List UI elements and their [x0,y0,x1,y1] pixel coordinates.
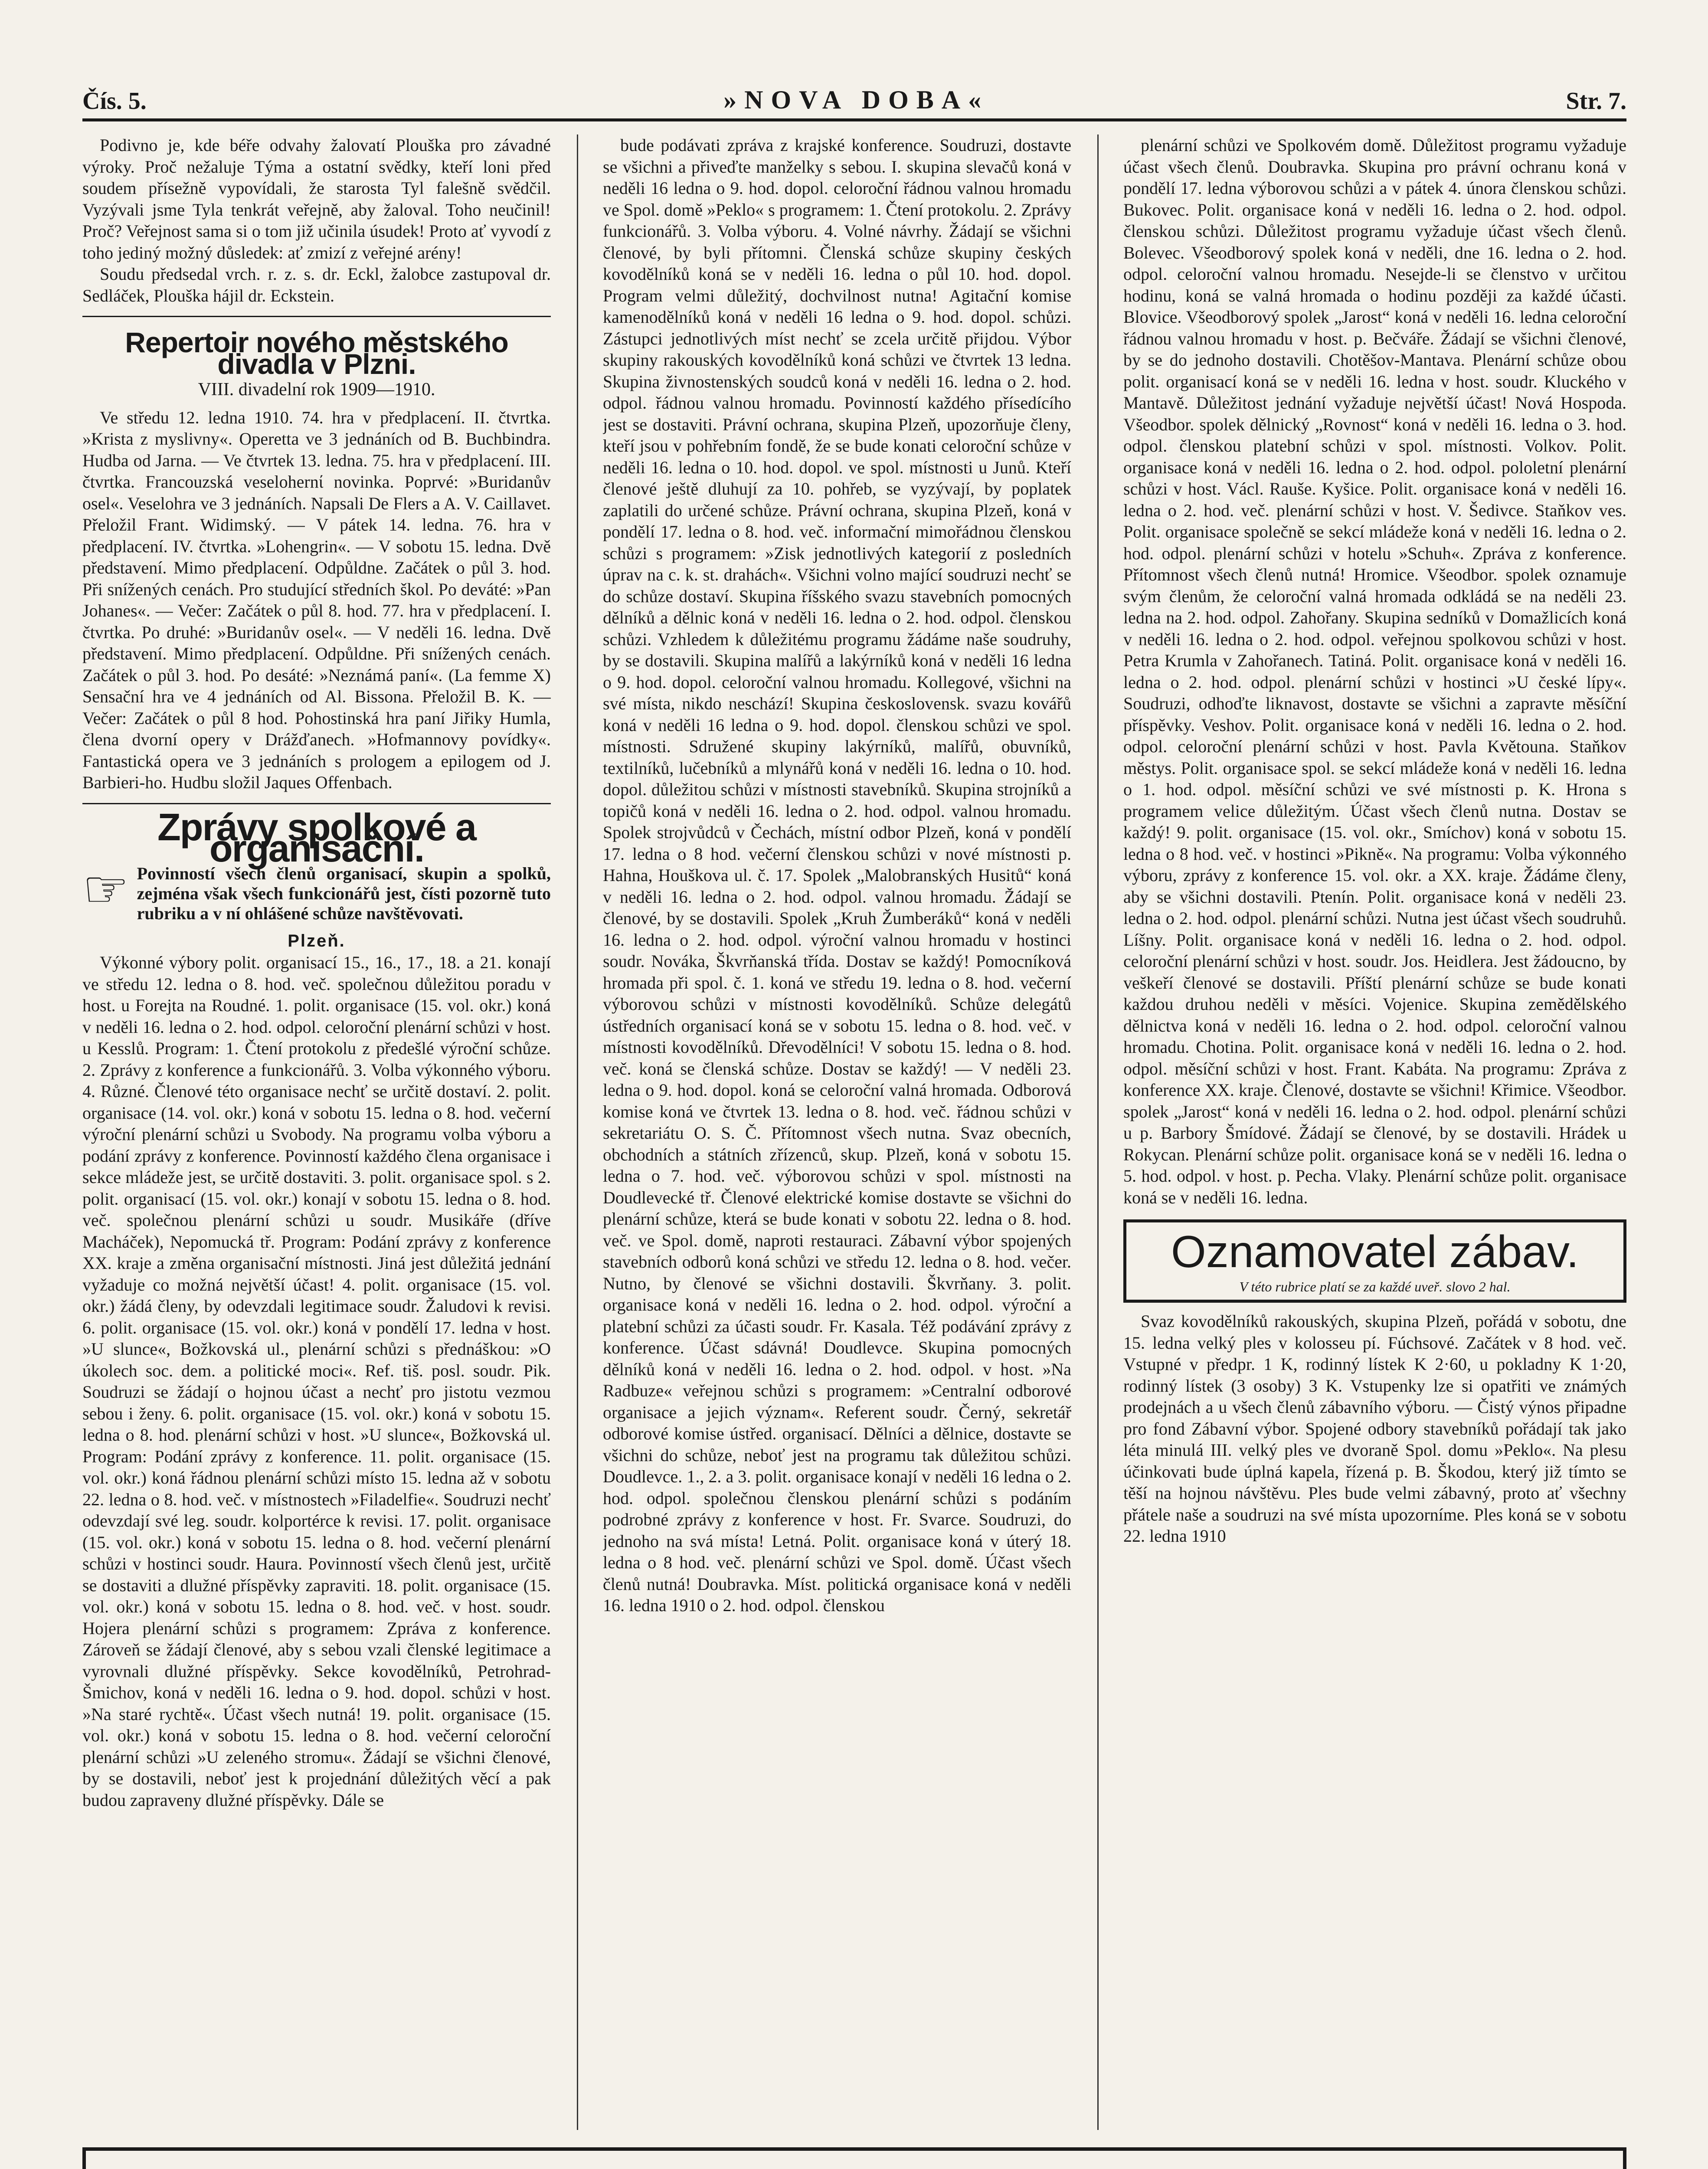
announcements-box [1123,1219,1626,1303]
column-rule [1097,134,1099,2130]
article-paragraph: Soudu předsedal vrch. r. z. s. dr. Eckl, žalobce zastupoval dr. Sedláček, Plouška hájil dr. Eckstein. [82,264,551,305]
divider [82,803,551,804]
article-paragraph: Podivno je, kde béře odvahy žalovatí Plouška pro závadné výroky. Proč nežaluje Týma a ostatní svědky, kteří loni před soudem přísežně vypovídali, že starosta Tyl falešně svědčil. Vyzývali jsme Tyla tenkrát veřejně, aby žaloval. Toho neučinil! Proč? Veřejnost sama si o tom již učinila úsudek! Proto ať vyvodí z toho jediný možný důsledek: ať zmizí z veřejné arény! [82,135,551,262]
news-text: plenární schůzi ve Spolkovém domě. Důležitost programu vyžaduje účast všech členů. Doubravka. Skupina pro právní ochranu koná v pondělí 17. ledna výborovou schůzi a v pátek 4. února členskou schůzi. Bukovec. Polit. organisace koná v neděli 16. ledna o 2. hod. odpol. členskou schůzi. Důležitost programu vyžaduje účast všech členů. Bolevec. Všeodborový spolek koná v neděli, dne 16. ledna o 2. hod. odpol. celoroční valnou hromadu. Nesejde-li se členstvo v určitou hodinu, koná se valná hromada o hodinu později za každé účasti. Blovice. Všeodborový spolek „Jarost“ koná v neděli 16. ledna celoroční řádnou valnou hromadu v host. p. Bečváře. Žádají se všichni členové, by se do jednoho dostavili. Chotěšov-Mantava. Plenární schůze obou polit. organisací koná se v neděli 16. ledna v host. soudr. Kluckého v Mantavě. Důležitost jednání vyžaduje největší účast! Nová Hospoda. Všeodbor. spolek dělnický „Rovnost“ koná v neděli 16. ledna o 3. hod. odpol. členskou platební schůzi v spol. místnosti. Volkov. Polit. organisace koná v neděli 16. ledna o 2. hod. odpol. pololetní plenární schůzi v host. Václ. Rauše. Kyšice. Polit. organisace koná v neděli 16. ledna o 2. hod. več. plenární schůzi v host. V. Šedivce. Staňkov ves. Polit. organisace společně se sekcí mládeže koná v neděli 16. ledna o 2. hod. odpol. plenární schůzi v hotelu »Schuh«. Zpráva z konference. Přítomnost všech členů nutná! Hromice. Všeodbor. spolek oznamuje svým členům, že celoroční valná hromada odkládá se na neděli 23. ledna na 2. hod. odpol. Zahořany. Skupina sedníků v Domažlicích koná v neděli 16. ledna o 2. hod. odpol. veřejnou spolkovou schůzi v host. Petra Krumla v Zahořanech. Tatiná. Polit. organisace koná v neděli 16. ledna o 2. hod. odpol. plenární schůzi v hostinci »U české lípy«. Soudruzi, odhoďte liknavost, dostavte se všichni a zapravte měsíční příspěvky. Veshov. Polit. organisace koná v neděli 16. ledna o 2. hod. odpol. celoroční plenární schůzi v host. Pavla Květouna. Staňkov městys. Polit. organisace spol. se sekcí mládeže koná v neděli 16. ledna o 1. hod. odpol. měsíční schůzi ve své místnosti p. K. Hrona s programem velice důležitým. Účast všech členů nutna. Dostav se každý! 9. polit. organisace (15. vol. okr., Smíchov) koná v sobotu 15. ledna o 8 hod. več. v hostinci »Pikně«. Na programu: Volba výkonného výboru, zprávy z konference 15. vol. okr. a XX. kraje. Žádáme členy, aby se všichni dostavili. Ptenín. Polit. organisace koná v neděli 23. ledna o 2. hod. odpol. plenární schůzi. Nutna jest účast všech soudruhů. Líšny. Polit. organisace koná v neděli 16. ledna o 2. hod. odpol. celoroční plenární schůzi v host. soudr. Jos. Heidlera. Jest žádoucno, by veškeří členové se dostavili. Příští plenární schůze se bude konati každou druhou neděli v měsíci. Vojenice. Skupina zemědělského dělnictva koná v neděli 16. ledna o 2. hod. odpol. celoroční valnou hromadu. Chotina. Polit. organisace koná v neděli 16. ledna o 2. hod. odpol. měsíční schůzi v host. Frant. Kabáta. Na programu: Zpráva z konference XX. kraje. Členové, dostavte se všichni! Křimice. Všeodbor. spolek „Jarost“ koná v neděli 16. ledna o 2. hod. odpol. plenární schůzi u p. Barbory Šmídové. Žádají se členové, by se dostavili. Hrádek u Rokycan. Plenární schůze polit. organisace koná se v neděli 16. ledna o 5. hod. odpol. v host. p. Pecha. Vlaky. Plenární schůze polit. organisace koná se v neděli 16. ledna. [1123,135,1626,1207]
theatre-repertoire: Ve středu 12. ledna 1910. 74. hra v předplacení. II. čtvrtka. »Krista z myslivny«. Operetta ve 3 jednáních od B. Buchbindra. Hudba od Jarna. — Ve čtvrtek 13. ledna. 75. hra v předplacení. III. čtvrtka. Francouzská veselohernί novinka. Poprvé: »Buridanův osel«. Veselohra ve 3 jednáních. Napsali De Flers a A. V. Caillavet. Přeložil Frant. Widimský. — V pátek 14. ledna. 76. hra v předplacení. IV. čtvrtka. »Lohengrin«. — V sobotu 15. ledna. Dvě představení. Mimo předplacení. Odpůldne. Začátek o půl 3. hod. Při snížených cenách. Pro studující středních škol. Po deváté: »Pan Johanes«. — Večer: Začátek o půl 8. hod. 77. hra v předplacení. I. čtvrtka. Po druhé: »Buridanův osel«. — V neděli 16. ledna. Dvě představení. Mimo předplacení. Odpůldne. Při snížených cenách. Začátek o půl 3. hod. Po desáté: »Neznámá paní«. (La femme X) Sensační hra ve 4 jednáních od Al. Bissona. Přeložil B. K. — Večer: Začátek o půl 8 hod. Pohostinská hra paní Jiřiky Humla, člena dvorní opery v Drážďanech. »Hofmannovy povídky«. Fantastická opera ve 3 jednáních s prologem a epilogem od J. Barbieri-ho. Hudbu složil Jaques Offenbach. [82,407,551,792]
issue-number: Čís. 5. [82,88,147,115]
advertisement [82,2147,1626,2169]
theatre-subheading: VIII. divadelní rok 1909—1910. [198,380,435,400]
page-number: Str. 7. [1566,88,1626,115]
notice-text: Povinností všech členů organisací, skupin a spolků, zejména však všech funkcionářů jest, čísti pozorně tuto rubriku a v ní ohlášené schůze navštěvovati. [137,863,551,923]
newspaper-page [82,82,1626,2169]
announcements-title: Oznamovatel zábav. [1171,1227,1579,1277]
pointing-hand-icon: ☞ [82,860,129,918]
news-text: bude podávati zpráva z krajské konference. Soudruzi, dostavte se všichni a přiveďte manželky s sebou. I. skupina slevačů koná v neděli 16 ledna o 9. hod. dopol. celoroční řádnou valnou hromadu ve Spol. domě »Peklo« s programem: 1. Čtení protokolu. 2. Zprávy funkcionářů. 3. Volba výboru. 4. Volné návrhy. Žádají se všichni členové, by byli přítomni. Členská schůze skupiny českých kovodělníků koná se v neděli 16. ledna o půl 10. hod. dopol. Program velmi důležitý, dochvilnost nutna! Agitační komise kamenodělníků koná v neděli 16 ledna o 9. hod. dopol. schůzi. Zástupci jednotlivých míst nechť se zcela určitě přijdou. Výbor skupiny rakouských kovodělníků koná schůzi ve čtvrtek 13 ledna. Skupina živnostenských soudců koná v neděli 16. ledna o 2. hod. odpol. řádnou valnou hromadu. Povinností každého přísedícího jest se dostaviti. Právní ochrana, skupina Plzeň, upozorňuje členy, kteří jsou v pohřebním fondě, že se bude konati celoroční schůze v neděli 16. ledna o 10. hod. dopol. ve spol. místnosti u Junů. Kteří členové ještě dluhují za 10. pohřeb, se vyzývají, by poplatek zaplatili do určené schůze. Právní ochrana, skupina Plzeň, koná v pondělí 17. ledna o 8. hod. več. informační mimořádnou členskou schůzi s programem: »Zisk jednotlivých kategorií z posledních úprav na c. k. st. drahách«. Všichni volno mající soudruzi nechť se do schůze dostaví. Skupina říšského svazu stavebních pomocných dělníků a dělnic koná v neděli 16. ledna o 2. hod. odpol. členskou schůzi. Vzhledem k důležitému programu žádáme naše soudruhy, by se dostavili. Skupina malířů a lakýrníků koná v neděli 16 ledna o 9. hod. dopol. celoroční valnou hromadu. Kollegové, všichni na své místa, nikdo neschází! Skupina československ. svazu kovářů koná v neděli 16 ledna o 9. hod. dopol. členskou schůzi ve spol. místnosti. Sdružené skupiny lakýrníků, malířů, obuvníků, textilníků, lučebníků a mlynářů koná v neděli 16. ledna o 10. hod. dopol. důležitou schůzi v místnosti stavebníků. Skupina strojníků a topičů koná v neděli 16. ledna o 2. hod. odpol. valnou hromadu. Spolek strojvůdců v Čechách, místní odbor Plzeň, koná v pondělí 17. ledna o 8 hod. večerní členskou schůzi v nové místnosti p. Hahna, Houškova ul. č. 17. Spolek „Malobranských Husitů“ koná v neděli 16. ledna o 2. hod. odpol. valnou hromadu. Žádají se členové, by se dostavili. Spolek „Kruh Žumberáků“ koná v neděli 16. ledna o 2. hod. odpol. výroční valnou hromadu v hostinci soudr. Nováka, Škvrňanská třída. Dostav se každý! Pomocníková hromada při spol. č. 1. koná ve středu 19. ledna o 8. hod. večerní výborovou schůzi v místnosti kovodělníků. Schůze delegátů ústředních organisací koná se v sobotu 15. ledna o 8. hod. več. v místnosti kovodělníků. Dřevodělníci! V sobotu 15. ledna o 8. hod. več. koná se členská schůze. Dostav se každý! — V neděli 23. ledna o 9. hod. dopol. koná se celoroční valná hromada. Odborová komise koná ve čtvrtek 13. ledna o 8. hod. več. řádnou schůzi v sekretariátu O. S. Č. Přítomnost všech nutna. Svaz obecních, obchodních a státních zřízenců, skup. Plzeň, koná v sobotu 15. ledna o 7. hod. več. výborovou schůzi v spol. místnosti na Doudlevecké tř. Členové elektrické komise dostavte se všichni do plenární schůze, která se bude konati v sobotu 22. ledna o 8. hod. več. ve Spol. domě, naproti restauraci. Zábavní výbor spojených stavebních odborů koná schůzi ve středu 12. ledna o 8. hod. večer. Nutno, by členové se všichni dostavili. Škvrňany. 3. polit. organisace koná v neděli 16. ledna o 2. hod. odpol. výroční a platební schůzi za účasti soudr. Fr. Kasala. Též podávání zprávy z konference. Účast sdávná! Doudlevce. Skupina pomocných dělníků koná v neděli 16. ledna o 2. hod. odpol. v host. »Na Radbuze« veřejnou schůzi s programem: »Centralní odborové organisace a jejich význam«. Referent soudr. Černý, sekretář odborové komise ústřed. organisací. Dělníci a dělnice, dostavte se všichni do schůze, neboť jest na programu tak důležitou schůzi. Doudlevce. 1., 2. a 3. polit. organisace konají v neděli 16 ledna o 2. hod. odpol. společnou členskou plenární schůzi s podáním podrobné zprávy z konference v host. Fr. Svarce. Soudruzi, do jednoho na svá místa! Letná. Polit. organisace koná v úterý 18. ledna o 8 hod. več. plenární schůzi ve Spol. domě. Účast všech členů nutná! Doubravka. Míst. politická organisace koná v neděli 16. ledna 1910 o 2. hod. odpol. členskou [603,135,1071,1615]
column-3 [1123,134,1626,2130]
column-rule [577,134,578,2130]
masthead [82,82,1626,121]
announcements-text: Svaz kovodělníků rakouských, skupina Plzeň, pořádá v sobotu, dne 15. ledna velký ples v kolosseu pí. Fúchsové. Začátek v 8 hod. več. Vstupné v předpr. 1 K, rodinný lístek K 2·60, u pokladny K 1·20, rodinný lístek (3 osoby) 3 K. Vstupenky lze si opatřiti ve známých prodejnách a u všech členů zábavního výboru. — Čistý výnos připadne pro fond Zábavní výbor. Spojené odbory stavebníků pořádají tak jako léta minulá III. velký ples ve dvoraně Spol. domu »Peklo«. Na plesu účinkovati bude úplná kapela, řízená p. B. Škodou, který již tímto se těší na hojnou návštěvu. Ples bude velmi zábavný, proto ať všechny přátele naše a soudruzi na své místa upozorníme. Ples koná se v sobotu 22. ledna 1910 [1123,1311,1626,1546]
announcements-subtitle: V této rubrice platí se za každé uveř. slovo 2 hal. [1239,1279,1511,1294]
theatre-heading: Repertoir nového městského divadla v Plzni. [125,326,508,380]
column-1 [82,134,551,2130]
place-heading: Plzeň. [288,931,346,950]
news-heading: Zprávy spolkové a organisační. [157,805,476,870]
newspaper-title: »NOVA DOBA« [723,85,989,114]
divider [82,316,551,317]
column-2 [603,134,1071,2130]
columns [82,134,1626,2130]
notice-box [82,860,551,924]
news-text: Výkonné výbory polit. organisací 15., 16., 17., 18. a 21. konají ve středu 12. ledna o 8. hod. več. společnou důležitou poradu v host. u Forejta na Roudné. 1. polit. organisace (15. vol. okr.) koná v neděli 16. ledna o 2. hod. odpol. celoroční plenární schůzi v host. u Kesslů. Program: 1. Čtení protokolu z předešlé výroční schůze. 2. Zprávy z konference a funkcionářů. 3. Volba výkonného výboru. 4. Různé. Členové této organisace nechť se určitě dostaví. 2. polit. organisace (14. vol. okr.) koná v sobotu 15. ledna o 8. hod. večerní výroční plenární schůzi u Svobody. Na programu volba výboru a podání zprávy z konference. Povinností každého člena organisace i sekce mládeže jest, se určitě dostaviti. 3. polit. organisace spol. s 2. polit. organisací (15. vol. okr.) konají v sobotu 15. ledna o 8. hod. več. společnou plenární schůzi u soudr. Musikáře (dříve Macháček), Nepomucká tř. Program: Podání zprávy z konference XX. kraje a změna organisační místnosti. Jiná jest důležitá jednání vyžaduje co možná největší účast! 4. polit. organisace (15. vol. okr.) žádá členy, by odevzdali legitimace soudr. Žaludovi k revisi. 6. polit. organisace (15. vol. okr.) koná v pondělí 17. ledna v host. »U slunce«, Božkovská ul., plenární schůzi s přednáškou: »O úkolech soc. dem. a politické moci«. Ref. tiš. posl. soudr. Pik. Soudruzi se žádají o hojnou účast a nechť pro jistotu vezmou sebou i ženy. 6. polit. organisace (15. vol. okr.) koná v sobotu 15. ledna o 8. hod. plenární schůzi v host. »U slunce«, Božkovská ul. Program: Podání zprávy z konference. 11. polit. organisace (15. vol. okr.) koná řádnou plenární schůzi místo 15. ledna až v sobotu 22. ledna o 8. hod. več. v místnostech »Filadelfie«. Soudruzi nechť odevzdají své leg. soudr. kolportérce k revisi. 17. polit. organisace (15. vol. okr.) koná v sobotu 15. ledna o 8. hod. večerní plenární schůzi v hostinci soudr. Haura. Povinností všech členů jest, určitě se dostaviti a dlužné příspěvky zapraviti. 18. polit. organisace (15. vol. okr.) koná v sobotu 15. ledna o 8. hod. več. v host. soudr. Hojera plenární schůzi s programem: Zpráva z konference. Zároveň se žádají členové, aby s sebou vzali členské legitimace a vyrovnali dlužné příspěvky. Sekce kovodělníků, Petrohrad-Šmichov, koná v neděli 16. ledna o 9. hod. dopol. schůzi v host. »Na staré rychtě«. Účast všech nutná! 19. polit. organisace (15. vol. okr.) koná v sobotu 15. ledna o 8. hod. večerní celoroční plenární schůzi »U zeleného stromu«. Žádají se všichni členové, by se dostavili, neboť jest k projednání důležitých věcí a pak budou zapraveny dlužné příspěvky. Dále se [82,953,551,1810]
